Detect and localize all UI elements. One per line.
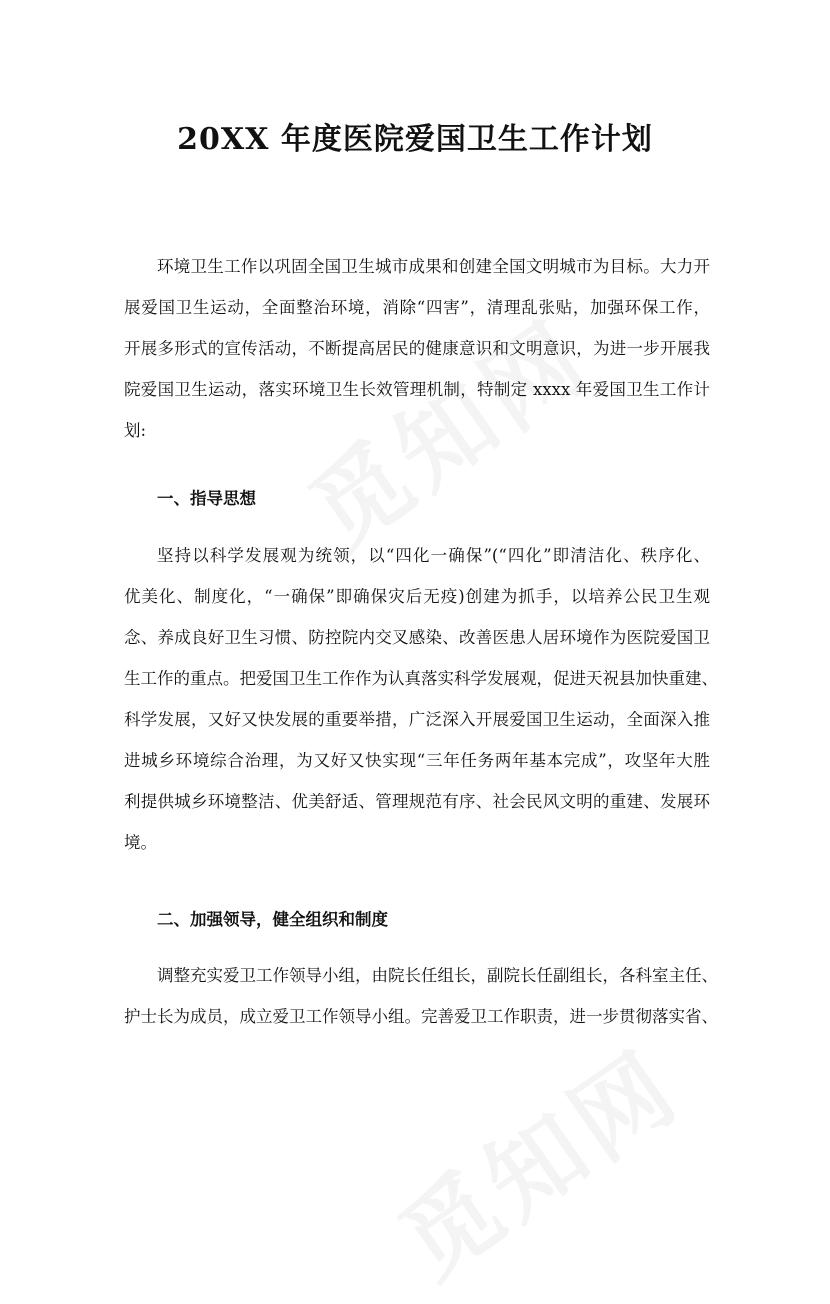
- document-title: 20XX 年度医院爱国卫生工作计划: [177, 122, 653, 157]
- paragraph-line: 开展多形式的宣传活动，不断提高居民的健康意识和文明意识，为进一步开展我: [124, 339, 710, 358]
- paragraph-line: 院爱国卫生运动，落实环境卫生长效管理机制，特制定 xxxx 年爱国卫生工作计: [124, 380, 710, 399]
- paragraph-line: 念、养成良好卫生习惯、防控院内交叉感染、改善医患人居环境作为医院爱国卫: [124, 628, 710, 647]
- paragraph-line: 护士长为成员，成立爱卫工作领导小组。完善爱卫工作职责，进一步贯彻落实省、: [124, 1007, 718, 1026]
- section2-paragraph: [124, 955, 718, 1037]
- intro-paragraph: [124, 246, 710, 451]
- paragraph-line: 利提供城乡环境整洁、优美舒适、管理规范有序、社会民风文明的重建、发展环: [124, 792, 710, 811]
- paragraph-line: 环境卫生工作以巩固全国卫生城市成果和创建全国文明城市为目标。大力开: [157, 257, 710, 276]
- paragraph-line: 展爱国卫生运动，全面整治环境，消除“四害”，清理乱张贴，加强环保工作，: [124, 298, 710, 317]
- paragraph-line: 进城乡环境综合治理，为又好又快实现“三年任务两年基本完成”，攻坚年大胜: [124, 751, 710, 770]
- watermark: [369, 1013, 703, 1304]
- section-heading-leadership: 二、加强领导，健全组织和制度: [157, 910, 388, 929]
- paragraph-line: 划:: [124, 421, 147, 440]
- section1-paragraph: [124, 535, 718, 863]
- paragraph-line: 优美化、制度化，“一确保”即确保灾后无疫)创建为抓手，以培养公民卫生观: [124, 587, 710, 606]
- paragraph-line: 坚持以科学发展观为统领，以“四化一确保”(“四化”即清洁化、秩序化、: [157, 546, 710, 565]
- paragraph-line: 科学发展，又好又快发展的重要举措，广泛深入开展爱国卫生运动，全面深入推: [124, 710, 710, 729]
- paragraph-line: 生工作的重点。把爱国卫生工作作为认真落实科学发展观，促进天祝县加快重建、: [124, 669, 718, 688]
- paragraph-line: 调整充实爱卫工作领导小组，由院长任组长，副院长任副组长，各科室主任、: [157, 966, 718, 985]
- paragraph-line: 境。: [124, 833, 157, 852]
- section-heading-guiding-ideology: 一、指导思想: [157, 489, 256, 508]
